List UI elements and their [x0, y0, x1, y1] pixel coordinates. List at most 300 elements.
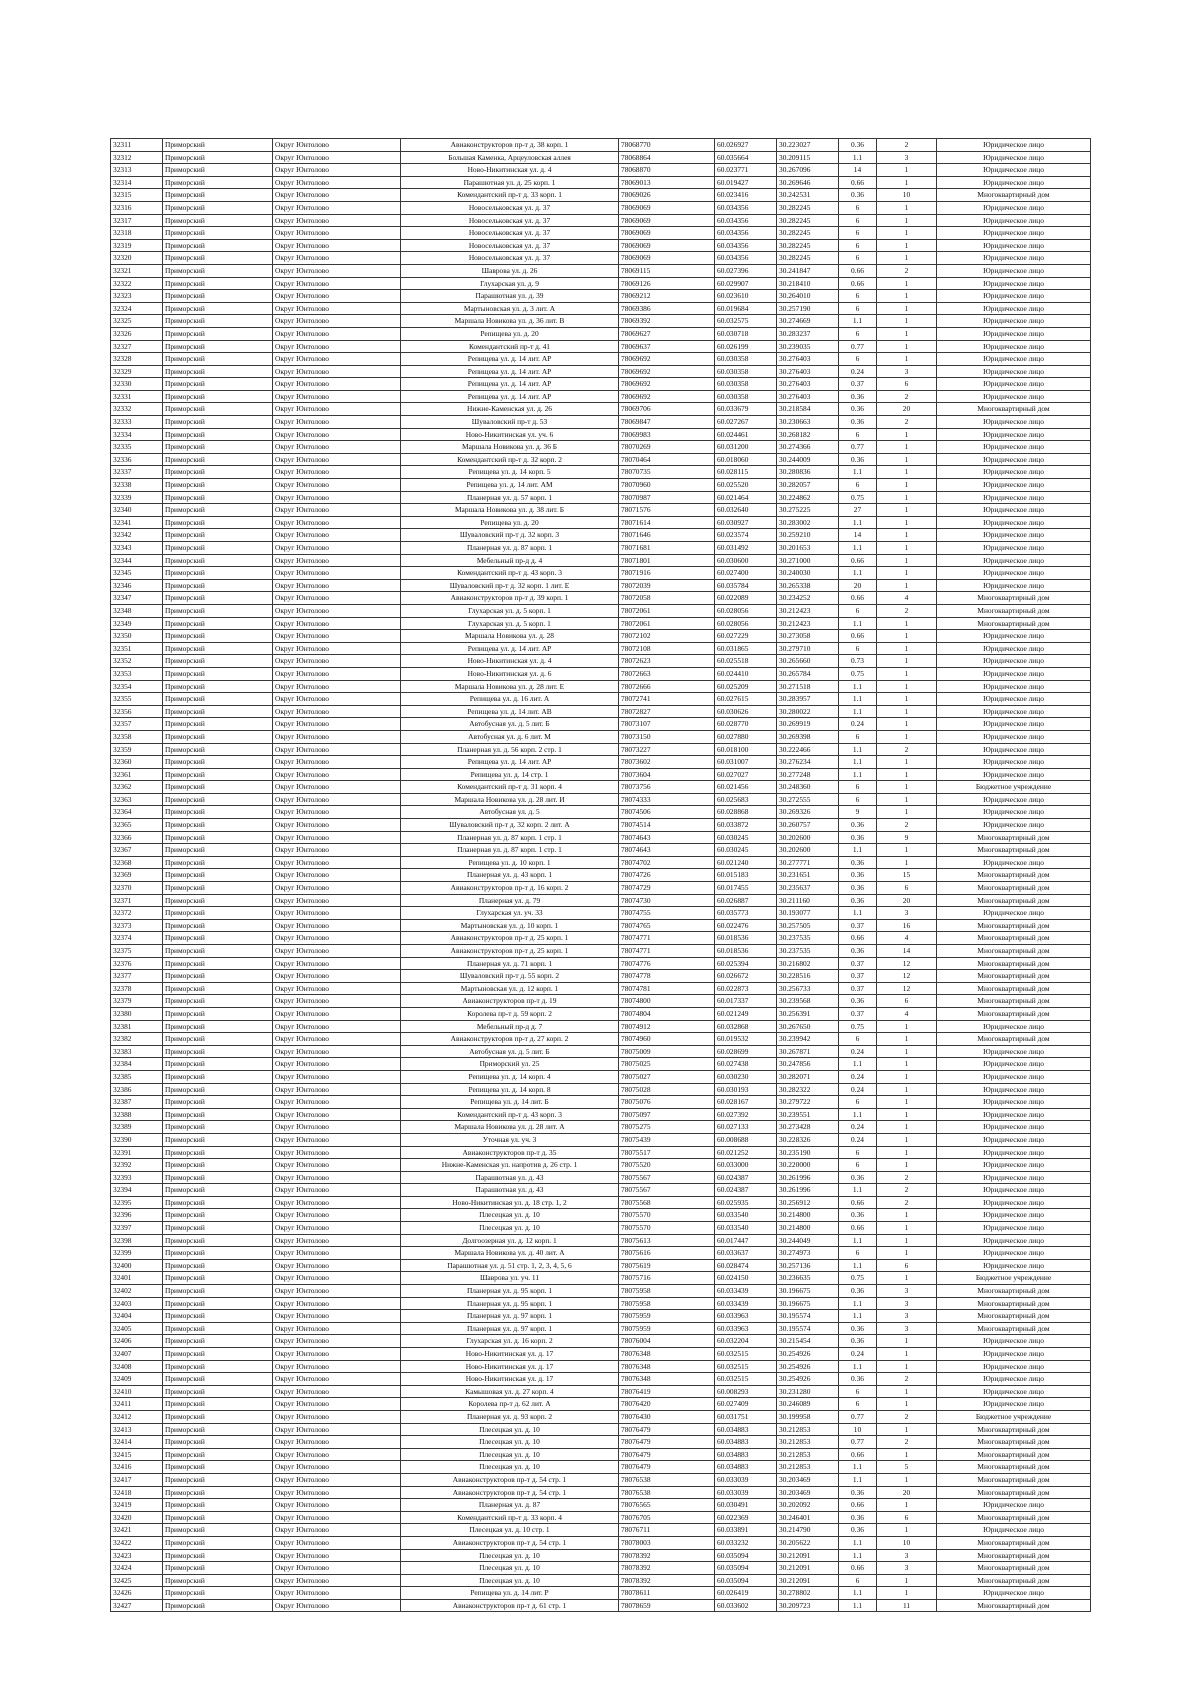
- owner-type-cell: Юридическое лицо: [937, 491, 1091, 504]
- district-cell: Приморский: [163, 743, 273, 756]
- table-row: [111, 453, 1091, 466]
- municipality-cell: Округ Юнтолово: [273, 705, 401, 718]
- code-cell: 78073227: [619, 743, 715, 756]
- address-cell: Авиаконструкторов пр-т д. 16 корп. 2: [401, 882, 619, 895]
- longitude-cell: 30.283957: [777, 693, 839, 706]
- address-cell: Глухарская ул. д. 5 корп. 1: [401, 617, 619, 630]
- row-number-cell: 32380: [111, 1007, 163, 1020]
- code-cell: 78073150: [619, 730, 715, 743]
- district-cell: Приморский: [163, 1587, 273, 1600]
- code-cell: 78075568: [619, 1196, 715, 1209]
- latitude-cell: 60.023574: [715, 529, 777, 542]
- longitude-cell: 30.215454: [777, 1335, 839, 1348]
- owner-type-cell: Юридическое лицо: [937, 378, 1091, 391]
- district-cell: Приморский: [163, 806, 273, 819]
- owner-type-cell: Многоквартирный дом: [937, 1562, 1091, 1575]
- municipality-cell: Округ Юнтолово: [273, 327, 401, 340]
- row-number-cell: 32319: [111, 239, 163, 252]
- row-number-cell: 32411: [111, 1398, 163, 1411]
- count-cell: 1: [877, 718, 937, 731]
- row-number-cell: 32322: [111, 277, 163, 290]
- owner-type-cell: Многоквартирный дом: [937, 1473, 1091, 1486]
- address-cell: Авиаконструкторов пр-т д. 25 корп. 1: [401, 932, 619, 945]
- longitude-cell: 30.214800: [777, 1209, 839, 1222]
- district-cell: Приморский: [163, 957, 273, 970]
- count-cell: 15: [877, 869, 937, 882]
- longitude-cell: 30.282322: [777, 1083, 839, 1096]
- longitude-cell: 30.277771: [777, 856, 839, 869]
- address-cell: Авиаконструкторов пр-т д. 61 стр. 1: [401, 1599, 619, 1612]
- volume-cell: 0.36: [839, 1285, 877, 1298]
- latitude-cell: 60.033439: [715, 1297, 777, 1310]
- volume-cell: 0.36: [839, 1209, 877, 1222]
- row-number-cell: 32383: [111, 1045, 163, 1058]
- volume-cell: 0.36: [839, 869, 877, 882]
- municipality-cell: Округ Юнтолово: [273, 831, 401, 844]
- row-number-cell: 32395: [111, 1196, 163, 1209]
- volume-cell: 0.36: [839, 1486, 877, 1499]
- count-cell: 2: [877, 390, 937, 403]
- address-cell: Планерная ул. д. 56 корп. 2 стр. 1: [401, 743, 619, 756]
- longitude-cell: 30.279710: [777, 642, 839, 655]
- latitude-cell: 60.033540: [715, 1222, 777, 1235]
- table-row: [111, 617, 1091, 630]
- latitude-cell: 60.024150: [715, 1272, 777, 1285]
- volume-cell: 0.66: [839, 1562, 877, 1575]
- count-cell: 1: [877, 680, 937, 693]
- latitude-cell: 60.017455: [715, 882, 777, 895]
- district-cell: Приморский: [163, 567, 273, 580]
- owner-type-cell: Юридическое лицо: [937, 164, 1091, 177]
- municipality-cell: Округ Юнтолово: [273, 1549, 401, 1562]
- district-cell: Приморский: [163, 856, 273, 869]
- district-cell: Приморский: [163, 680, 273, 693]
- volume-cell: 6: [839, 1096, 877, 1109]
- table-row: [111, 743, 1091, 756]
- address-cell: Нижне-Каменская ул. д. 26: [401, 403, 619, 416]
- count-cell: 1: [877, 176, 937, 189]
- code-cell: 78076565: [619, 1499, 715, 1512]
- owner-type-cell: Юридическое лицо: [937, 730, 1091, 743]
- volume-cell: 1.1: [839, 756, 877, 769]
- district-cell: Приморский: [163, 264, 273, 277]
- district-cell: Приморский: [163, 1121, 273, 1134]
- latitude-cell: 60.034356: [715, 227, 777, 240]
- owner-type-cell: Многоквартирный дом: [937, 1007, 1091, 1020]
- municipality-cell: Округ Юнтолово: [273, 516, 401, 529]
- volume-cell: 0.77: [839, 1436, 877, 1449]
- latitude-cell: 60.026199: [715, 340, 777, 353]
- longitude-cell: 30.247856: [777, 1058, 839, 1071]
- row-number-cell: 32421: [111, 1524, 163, 1537]
- row-number-cell: 32349: [111, 617, 163, 630]
- latitude-cell: 60.023610: [715, 290, 777, 303]
- longitude-cell: 30.212853: [777, 1461, 839, 1474]
- longitude-cell: 30.212423: [777, 617, 839, 630]
- table-row: [111, 592, 1091, 605]
- code-cell: 78075076: [619, 1096, 715, 1109]
- count-cell: 2: [877, 264, 937, 277]
- address-cell: Плесецкая ул. д. 10: [401, 1574, 619, 1587]
- table-row: [111, 1171, 1091, 1184]
- row-number-cell: 32413: [111, 1423, 163, 1436]
- code-cell: 78069847: [619, 416, 715, 429]
- district-cell: Приморский: [163, 1209, 273, 1222]
- volume-cell: 0.24: [839, 365, 877, 378]
- latitude-cell: 60.033602: [715, 1599, 777, 1612]
- owner-type-cell: Юридическое лицо: [937, 529, 1091, 542]
- count-cell: 1: [877, 655, 937, 668]
- longitude-cell: 30.257136: [777, 1259, 839, 1272]
- owner-type-cell: Многоквартирный дом: [937, 1549, 1091, 1562]
- volume-cell: 0.36: [839, 856, 877, 869]
- district-cell: Приморский: [163, 630, 273, 643]
- table-row: [111, 730, 1091, 743]
- count-cell: 1: [877, 1083, 937, 1096]
- latitude-cell: 60.015183: [715, 869, 777, 882]
- row-number-cell: 32381: [111, 1020, 163, 1033]
- municipality-cell: Округ Юнтолово: [273, 844, 401, 857]
- owner-type-cell: Юридическое лицо: [937, 1184, 1091, 1197]
- municipality-cell: Округ Юнтолово: [273, 277, 401, 290]
- count-cell: 2: [877, 604, 937, 617]
- address-cell: Ново-Никитинская ул. д. 17: [401, 1373, 619, 1386]
- latitude-cell: 60.027615: [715, 693, 777, 706]
- count-cell: 1: [877, 1473, 937, 1486]
- count-cell: 1: [877, 1385, 937, 1398]
- table-row: [111, 856, 1091, 869]
- volume-cell: 0.37: [839, 982, 877, 995]
- district-cell: Приморский: [163, 390, 273, 403]
- address-cell: Плесецкая ул. д. 10: [401, 1436, 619, 1449]
- district-cell: Приморский: [163, 340, 273, 353]
- owner-type-cell: Юридическое лицо: [937, 579, 1091, 592]
- district-cell: Приморский: [163, 1398, 273, 1411]
- longitude-cell: 30.267096: [777, 164, 839, 177]
- municipality-cell: Округ Юнтолово: [273, 1574, 401, 1587]
- row-number-cell: 32315: [111, 189, 163, 202]
- row-number-cell: 32316: [111, 201, 163, 214]
- owner-type-cell: Юридическое лицо: [937, 1247, 1091, 1260]
- code-cell: 78072058: [619, 592, 715, 605]
- longitude-cell: 30.195574: [777, 1310, 839, 1323]
- count-cell: 1: [877, 1499, 937, 1512]
- table-row: [111, 919, 1091, 932]
- municipality-cell: Округ Юнтолово: [273, 680, 401, 693]
- row-number-cell: 32364: [111, 806, 163, 819]
- owner-type-cell: Юридическое лицо: [937, 1524, 1091, 1537]
- longitude-cell: 30.202600: [777, 844, 839, 857]
- row-number-cell: 32313: [111, 164, 163, 177]
- longitude-cell: 30.273058: [777, 630, 839, 643]
- table-row: [111, 907, 1091, 920]
- longitude-cell: 30.218410: [777, 277, 839, 290]
- table-row: [111, 693, 1091, 706]
- code-cell: 78074755: [619, 907, 715, 920]
- latitude-cell: 60.030358: [715, 390, 777, 403]
- volume-cell: 0.66: [839, 1448, 877, 1461]
- latitude-cell: 60.026927: [715, 139, 777, 152]
- owner-type-cell: Юридическое лицо: [937, 680, 1091, 693]
- row-number-cell: 32427: [111, 1599, 163, 1612]
- address-cell: Ново-Никитинская ул. д. 4: [401, 164, 619, 177]
- row-number-cell: 32344: [111, 554, 163, 567]
- municipality-cell: Округ Юнтолово: [273, 793, 401, 806]
- owner-type-cell: Юридическое лицо: [937, 1373, 1091, 1386]
- address-cell: Автобусная ул. д. 5 лит. Б: [401, 718, 619, 731]
- volume-cell: 0.66: [839, 630, 877, 643]
- volume-cell: 14: [839, 529, 877, 542]
- row-number-cell: 32314: [111, 176, 163, 189]
- district-cell: Приморский: [163, 491, 273, 504]
- municipality-cell: Округ Юнтолово: [273, 1436, 401, 1449]
- row-number-cell: 32345: [111, 567, 163, 580]
- address-cell: Новосельковская ул. д. 37: [401, 214, 619, 227]
- district-cell: Приморский: [163, 353, 273, 366]
- count-cell: 1: [877, 1587, 937, 1600]
- latitude-cell: 60.008688: [715, 1133, 777, 1146]
- volume-cell: 6: [839, 642, 877, 655]
- longitude-cell: 30.228326: [777, 1133, 839, 1146]
- municipality-cell: Округ Юнтолово: [273, 453, 401, 466]
- table-row: [111, 1511, 1091, 1524]
- longitude-cell: 30.228516: [777, 970, 839, 983]
- volume-cell: 0.36: [839, 1322, 877, 1335]
- district-cell: Приморский: [163, 1146, 273, 1159]
- volume-cell: 1.1: [839, 567, 877, 580]
- owner-type-cell: Юридическое лицо: [937, 1171, 1091, 1184]
- code-cell: 78071681: [619, 542, 715, 555]
- volume-cell: 1.1: [839, 680, 877, 693]
- code-cell: 78072102: [619, 630, 715, 643]
- count-cell: 1: [877, 781, 937, 794]
- owner-type-cell: Многоквартирный дом: [937, 1486, 1091, 1499]
- count-cell: 10: [877, 189, 937, 202]
- volume-cell: 6: [839, 1247, 877, 1260]
- municipality-cell: Округ Юнтолово: [273, 504, 401, 517]
- code-cell: 78075716: [619, 1272, 715, 1285]
- table-row: [111, 1448, 1091, 1461]
- latitude-cell: 60.023416: [715, 189, 777, 202]
- address-cell: Репищева ул. д. 20: [401, 516, 619, 529]
- volume-cell: 6: [839, 327, 877, 340]
- owner-type-cell: Юридическое лицо: [937, 504, 1091, 517]
- longitude-cell: 30.242531: [777, 189, 839, 202]
- latitude-cell: 60.018060: [715, 453, 777, 466]
- latitude-cell: 60.019684: [715, 302, 777, 315]
- row-number-cell: 32329: [111, 365, 163, 378]
- latitude-cell: 60.031865: [715, 642, 777, 655]
- municipality-cell: Округ Юнтолово: [273, 894, 401, 907]
- count-cell: 6: [877, 995, 937, 1008]
- table-row: [111, 1461, 1091, 1474]
- municipality-cell: Округ Юнтолово: [273, 718, 401, 731]
- row-number-cell: 32337: [111, 466, 163, 479]
- code-cell: 78075958: [619, 1297, 715, 1310]
- volume-cell: 1.1: [839, 1599, 877, 1612]
- longitude-cell: 30.209115: [777, 151, 839, 164]
- volume-cell: 0.24: [839, 1133, 877, 1146]
- volume-cell: 1.1: [839, 1587, 877, 1600]
- owner-type-cell: Многоквартирный дом: [937, 945, 1091, 958]
- municipality-cell: Округ Юнтолово: [273, 655, 401, 668]
- municipality-cell: Округ Юнтолово: [273, 1348, 401, 1361]
- owner-type-cell: Многоквартирный дом: [937, 1599, 1091, 1612]
- table-row: [111, 315, 1091, 328]
- district-cell: Приморский: [163, 1159, 273, 1172]
- latitude-cell: 60.032515: [715, 1348, 777, 1361]
- longitude-cell: 30.212091: [777, 1549, 839, 1562]
- volume-cell: 10: [839, 1423, 877, 1436]
- address-cell: Маршала Новикова ул. д. 36 Б: [401, 441, 619, 454]
- latitude-cell: 60.032575: [715, 315, 777, 328]
- district-cell: Приморский: [163, 1473, 273, 1486]
- latitude-cell: 60.025520: [715, 479, 777, 492]
- owner-type-cell: Юридическое лицо: [937, 1146, 1091, 1159]
- code-cell: 78078611: [619, 1587, 715, 1600]
- municipality-cell: Округ Юнтолово: [273, 667, 401, 680]
- table-row: [111, 542, 1091, 555]
- row-number-cell: 32361: [111, 768, 163, 781]
- table-row: [111, 1133, 1091, 1146]
- municipality-cell: Округ Юнтолово: [273, 214, 401, 227]
- latitude-cell: 60.018536: [715, 932, 777, 945]
- latitude-cell: 60.032515: [715, 1360, 777, 1373]
- municipality-cell: Округ Юнтолово: [273, 957, 401, 970]
- municipality-cell: Округ Юнтолово: [273, 1108, 401, 1121]
- latitude-cell: 60.027409: [715, 1398, 777, 1411]
- address-cell: Глухарская ул. уч. 33: [401, 907, 619, 920]
- count-cell: 2: [877, 1373, 937, 1386]
- longitude-cell: 30.199958: [777, 1410, 839, 1423]
- municipality-cell: Округ Юнтолово: [273, 139, 401, 152]
- latitude-cell: 60.023771: [715, 164, 777, 177]
- table-row: [111, 718, 1091, 731]
- count-cell: 1: [877, 1133, 937, 1146]
- address-cell: Авиаконструкторов пр-т д. 54 стр. 1: [401, 1473, 619, 1486]
- municipality-cell: Округ Юнтолово: [273, 340, 401, 353]
- address-cell: Планерная ул. д. 93 корп. 2: [401, 1410, 619, 1423]
- table-row: [111, 1410, 1091, 1423]
- count-cell: 1: [877, 327, 937, 340]
- row-number-cell: 32426: [111, 1587, 163, 1600]
- address-cell: Планерная ул. д. 43 корп. 1: [401, 869, 619, 882]
- volume-cell: 6: [839, 1574, 877, 1587]
- owner-type-cell: Юридическое лицо: [937, 353, 1091, 366]
- table-row: [111, 1020, 1091, 1033]
- municipality-cell: Округ Юнтолово: [273, 1423, 401, 1436]
- longitude-cell: 30.271000: [777, 554, 839, 567]
- count-cell: 3: [877, 1549, 937, 1562]
- longitude-cell: 30.276403: [777, 365, 839, 378]
- code-cell: 78074781: [619, 982, 715, 995]
- table-row: [111, 1096, 1091, 1109]
- count-cell: 12: [877, 982, 937, 995]
- table-row: [111, 1562, 1091, 1575]
- municipality-cell: Округ Юнтолово: [273, 390, 401, 403]
- owner-type-cell: Юридическое лицо: [937, 630, 1091, 643]
- owner-type-cell: Многоквартирный дом: [937, 604, 1091, 617]
- address-cell: Шуваловский пр-т д. 32 корп. 2 лит. А: [401, 819, 619, 832]
- table-row: [111, 1209, 1091, 1222]
- row-number-cell: 32352: [111, 655, 163, 668]
- district-cell: Приморский: [163, 655, 273, 668]
- volume-cell: 0.24: [839, 718, 877, 731]
- district-cell: Приморский: [163, 479, 273, 492]
- table-row: [111, 1070, 1091, 1083]
- municipality-cell: Округ Юнтолово: [273, 1536, 401, 1549]
- longitude-cell: 30.240030: [777, 567, 839, 580]
- table-row: [111, 1058, 1091, 1071]
- table-row: [111, 139, 1091, 152]
- address-cell: Парашютная ул. д. 43: [401, 1184, 619, 1197]
- owner-type-cell: Юридическое лицо: [937, 201, 1091, 214]
- code-cell: 78075025: [619, 1058, 715, 1071]
- count-cell: 1: [877, 428, 937, 441]
- code-cell: 78076538: [619, 1473, 715, 1486]
- owner-type-cell: Юридическое лицо: [937, 365, 1091, 378]
- longitude-cell: 30.265784: [777, 667, 839, 680]
- latitude-cell: 60.033039: [715, 1473, 777, 1486]
- row-number-cell: 32326: [111, 327, 163, 340]
- longitude-cell: 30.272555: [777, 793, 839, 806]
- table-row: [111, 365, 1091, 378]
- code-cell: 78078392: [619, 1562, 715, 1575]
- district-cell: Приморский: [163, 252, 273, 265]
- longitude-cell: 30.264010: [777, 290, 839, 303]
- count-cell: 1: [877, 1146, 937, 1159]
- table-row: [111, 1272, 1091, 1285]
- code-cell: 78071801: [619, 554, 715, 567]
- count-cell: 12: [877, 957, 937, 970]
- volume-cell: 0.36: [839, 1373, 877, 1386]
- code-cell: 78068870: [619, 164, 715, 177]
- owner-type-cell: Юридическое лицо: [937, 1070, 1091, 1083]
- municipality-cell: Округ Юнтолово: [273, 1410, 401, 1423]
- count-cell: 3: [877, 1562, 937, 1575]
- address-cell: Парашютная ул. д. 43: [401, 1171, 619, 1184]
- count-cell: 12: [877, 970, 937, 983]
- address-cell: Шуваловский пр-т д. 55 корп. 2: [401, 970, 619, 983]
- address-cell: Маршала Новикова ул. д. 28: [401, 630, 619, 643]
- longitude-cell: 30.212853: [777, 1423, 839, 1436]
- address-cell: Мартыновская ул. д. 10 корп. 1: [401, 919, 619, 932]
- latitude-cell: 60.027392: [715, 1108, 777, 1121]
- volume-cell: 6: [839, 604, 877, 617]
- address-cell: Планерная ул. д. 97 корп. 1: [401, 1322, 619, 1335]
- table-row: [111, 1587, 1091, 1600]
- address-cell: Плесецкая ул. д. 10: [401, 1461, 619, 1474]
- owner-type-cell: Юридическое лицо: [937, 1209, 1091, 1222]
- code-cell: 78075616: [619, 1247, 715, 1260]
- address-cell: Мебельный пр-д д. 7: [401, 1020, 619, 1033]
- longitude-cell: 30.254926: [777, 1348, 839, 1361]
- municipality-cell: Округ Юнтолово: [273, 882, 401, 895]
- row-number-cell: 32320: [111, 252, 163, 265]
- municipality-cell: Округ Юнтолово: [273, 1360, 401, 1373]
- district-cell: Приморский: [163, 1348, 273, 1361]
- code-cell: 78075275: [619, 1121, 715, 1134]
- district-cell: Приморский: [163, 579, 273, 592]
- table-row: [111, 516, 1091, 529]
- address-cell: Авиаконструкторов пр-т д. 25 корп. 1: [401, 945, 619, 958]
- latitude-cell: 60.030230: [715, 1070, 777, 1083]
- district-cell: Приморский: [163, 995, 273, 1008]
- count-cell: 5: [877, 1461, 937, 1474]
- count-cell: 1: [877, 1070, 937, 1083]
- owner-type-cell: Юридическое лицо: [937, 1259, 1091, 1272]
- owner-type-cell: Многоквартирный дом: [937, 1574, 1091, 1587]
